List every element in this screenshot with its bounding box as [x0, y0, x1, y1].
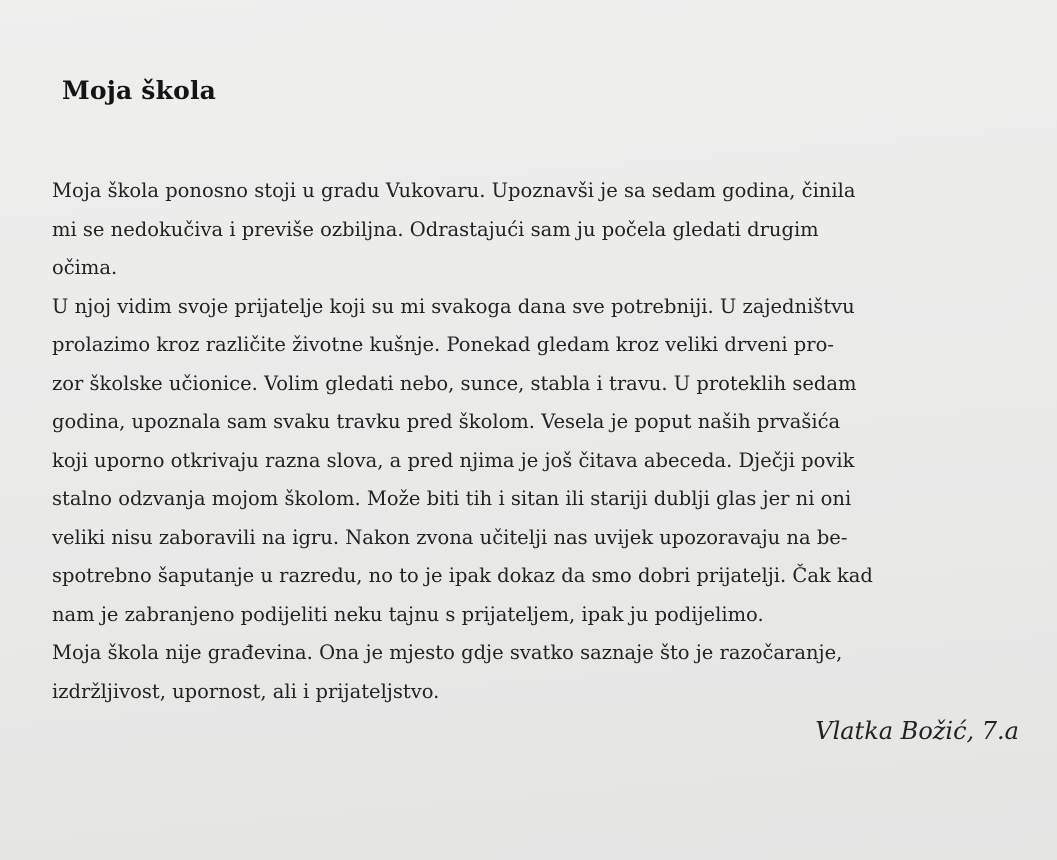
essay-body — [52, 172, 1037, 711]
text-line: mi se nedokučiva i previše ozbiljna. Odrastajući sam ju počela gledati drugim — [52, 217, 819, 241]
text-line: Moja škola nije građevina. Ona je mjesto gdje svatko saznaje što je razočaranje, — [52, 641, 843, 664]
page-title: Moja škola — [62, 76, 217, 105]
text-line: spotrebno šaputanje u razredu, no to je ipak dokaz da smo dobri prijatelji. Čak kad — [52, 564, 873, 587]
text-line: U njoj vidim svoje prijatelje koji su mi svakoga dana sve potrebniji. U zajedništvu — [52, 294, 855, 318]
text-line: nam je zabranjeno podijeliti neku tajnu s prijateljem, ipak ju podijelimo. — [52, 602, 764, 626]
text-line: koji uporno otkrivaju razna slova, a pred njima je još čitava abeceda. Dječji povik — [52, 448, 855, 472]
text-line: očima. — [52, 256, 118, 279]
text-line: izdržljivost, upornost, ali i prijateljstvo. — [52, 679, 440, 703]
text-line: zor školske učionice. Volim gledati nebo, sunce, stabla i travu. U proteklih sedam — [52, 371, 857, 395]
text-line: prolazimo kroz različite životne kušnje. Ponekad gledam kroz veliki drveni pro- — [52, 333, 834, 356]
text-line: godina, upoznala sam svaku travku pred školom. Vesela je poput naših prvašića — [52, 410, 841, 433]
author-signature: Vlatka Božić, 7.a — [815, 717, 1019, 745]
text-line: stalno odzvanja mojom školom. Može biti tih i sitan ili stariji dublji glas jer ni oni — [52, 487, 852, 510]
text-line: veliki nisu zaboravili na igru. Nakon zvona učitelji nas uvijek upozoravaju na be- — [52, 525, 848, 549]
text-line: Moja škola ponosno stoji u gradu Vukovaru. Upoznavši je sa sedam godina, činila — [52, 179, 856, 202]
